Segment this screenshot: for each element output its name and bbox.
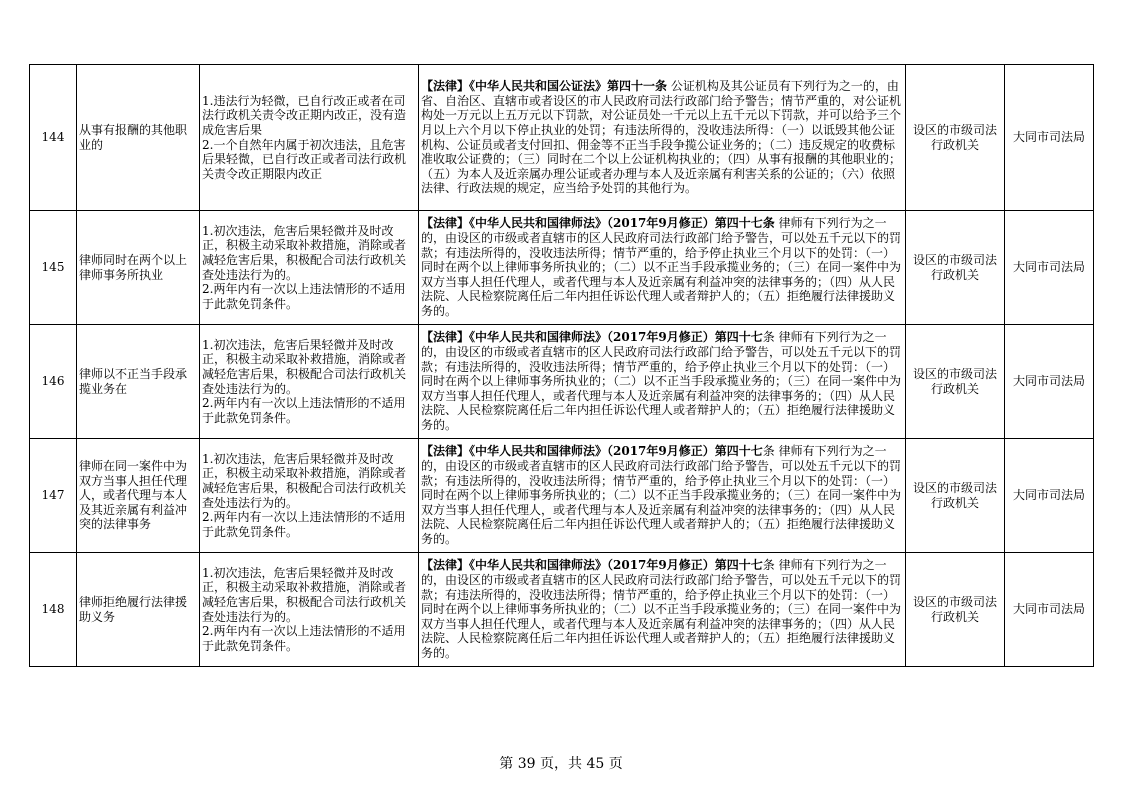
table-row xyxy=(30,439,1094,553)
legal-basis-heading: 【法律】《中华人民共和国律师法》（2017年9月修正）第四十七 xyxy=(421,444,763,459)
legal-basis-body: 律师有下列行为之一的，由设区的市级或者直辖市的区人民政府司法行政部门给予警告，可以处五千元以下的罚款；有违法所得的，没收违法所得；情节严重的，给予停止执业三个月以下的处罚：（一）同时在两个以上律师事务所执业的；（二）以不正当手段承揽业务的；（三）在同一案件中为双方当事人担任代理人，或者代理与本人及近亲属有利益冲突的法律事务的；（四）从人民法院、人民检察院离任后二年内担任诉讼代理人或者辩护人的；（五）拒绝履行法律援助义务的。 xyxy=(421,216,902,318)
exemption-conditions xyxy=(200,439,419,553)
conditions-text: 1.初次违法，危害后果轻微并及时改正，积极主动采取补救措施，消除或者减轻危害后果，积极配合司法行政机关查处违法行为的。 2.两年内有一次以上违法情形的不适用于此款免罚条件。 xyxy=(202,451,407,539)
violation-item: 律师以不正当手段承揽业务在 xyxy=(77,325,200,439)
table-row xyxy=(30,211,1094,325)
conditions-text: 1.初次违法，危害后果轻微并及时改正，积极主动采取补救措施，消除或者减轻危害后果，积极配合司法行政机关查处违法行为的。 2.两年内有一次以上违法情形的不适用于此款免罚条件。 xyxy=(202,337,407,425)
violation-item: 从事有报酬的其他职业的 xyxy=(77,65,200,211)
enforcement-agency: 设区的市级司法行政机关 xyxy=(906,211,1005,325)
legal-basis-heading: 【法律】《中华人民共和国律师法》（2017年9月修正）第四十七 xyxy=(421,330,763,345)
page-number-footer: 第 39 页，共 45 页 xyxy=(499,756,623,772)
exemption-conditions xyxy=(200,65,419,211)
violation-item: 律师拒绝履行法律援助义务 xyxy=(77,553,200,667)
exemption-list-table xyxy=(29,64,1094,667)
enforcement-agency: 设区的市级司法行政机关 xyxy=(906,553,1005,667)
row-number: 148 xyxy=(30,553,77,667)
implementing-agency: 大同市司法局 xyxy=(1005,325,1094,439)
legal-basis xyxy=(419,439,906,553)
conditions-text: 1.初次违法，危害后果轻微并及时改正，积极主动采取补救措施，消除或者减轻危害后果，积极配合司法行政机关查处违法行为的。 2.两年内有一次以上违法情形的不适用于此款免罚条件。 xyxy=(202,565,407,653)
legal-basis xyxy=(419,65,906,211)
exemption-conditions xyxy=(200,553,419,667)
legal-basis-body: 条 律师有下列行为之一的，由设区的市级或者直辖市的区人民政府司法行政部门给予警告，可以处五千元以下的罚款；有违法所得的，没收违法所得；情节严重的，给予停止执业三个月以下的处罚：（一）同时在两个以上律师事务所执业的；（二）以不正当手段承揽业务的；（三）在同一案件中为双方当事人担任代理人，或者代理与本人及近亲属有利益冲突的法律事务的；（四）从人民法院、人民检察院离任后二年内担任诉讼代理人或者辩护人的；（五）拒绝履行法律援助义务的。 xyxy=(421,444,902,546)
conditions-text: 1.初次违法，危害后果轻微并及时改正，积极主动采取补救措施，消除或者减轻危害后果，积极配合司法行政机关查处违法行为的。 2.两年内有一次以上违法情形的不适用于此款免罚条件。 xyxy=(202,223,407,311)
row-number: 144 xyxy=(30,65,77,211)
exemption-conditions xyxy=(200,211,419,325)
implementing-agency: 大同市司法局 xyxy=(1005,65,1094,211)
legal-basis-body: 条 律师有下列行为之一的，由设区的市级或者直辖市的区人民政府司法行政部门给予警告，可以处五千元以下的罚款；有违法所得的，没收违法所得；情节严重的，给予停止执业三个月以下的处罚：（一）同时在两个以上律师事务所执业的；（二）以不正当手段承揽业务的；（三）在同一案件中为双方当事人担任代理人，或者代理与本人及近亲属有利益冲突的法律事务的；（四）从人民法院、人民检察院离任后二年内担任诉讼代理人或者辩护人的；（五）拒绝履行法律援助义务的。 xyxy=(421,558,902,660)
legal-basis xyxy=(419,553,906,667)
legal-basis xyxy=(419,211,906,325)
violation-item: 律师在同一案件中为双方当事人担任代理人，或者代理与本人及其近亲属有利益冲突的法律事务 xyxy=(77,439,200,553)
table-row xyxy=(30,553,1094,667)
legal-basis-heading: 【法律】《中华人民共和国律师法》（2017年9月修正）第四十七条 xyxy=(421,216,775,231)
table-row xyxy=(30,65,1094,211)
legal-basis-body: 条 律师有下列行为之一的，由设区的市级或者直辖市的区人民政府司法行政部门给予警告，可以处五千元以下的罚款；有违法所得的，没收违法所得；情节严重的，给予停止执业三个月以下的处罚：（一）同时在两个以上律师事务所执业的；（二）以不正当手段承揽业务的；（三）在同一案件中为双方当事人担任代理人，或者代理与本人及近亲属有利益冲突的法律事务的；（四）从人民法院、人民检察院离任后二年内担任诉讼代理人或者辩护人的；（五）拒绝履行法律援助义务的。 xyxy=(421,330,902,432)
row-number: 147 xyxy=(30,439,77,553)
conditions-text: 1.违法行为轻微，已自行改正或者在司法行政机关责令改正期内改正，没有造成危害后果 2.一个自然年内属于初次违法，且危害后果轻微，已自行改正或者司法行政机关责令改正期限内改正 xyxy=(202,93,407,181)
implementing-agency: 大同市司法局 xyxy=(1005,553,1094,667)
exemption-conditions xyxy=(200,325,419,439)
enforcement-agency: 设区的市级司法行政机关 xyxy=(906,439,1005,553)
legal-basis-body: 公证机构及其公证员有下列行为之一的，由省、自治区、直辖市或者设区的市人民政府司法行政部门给予警告；情节严重的，对公证机构处一万元以上五万元以下罚款，对公证员处一千元以上五千元以下罚款，并可以给予三个月以上六个月以下停止执业的处罚；有违法所得的，没收违法所得：（一）以诋毁其他公证机构、公证员或者支付回扣、佣金等不正当手段争揽公证业务的；（二）违反规定的收费标准收取公证费的；（三）同时在二个以上公证机构执业的；（四）从事有报酬的其他职业的；（五）为本人及近亲属办理公证或者办理与本人及近亲属有利害关系的公证的；（六）依照法律、行政法规的规定，应当给予处罚的其他行为。 xyxy=(421,79,902,196)
legal-basis-heading: 【法律】《中华人民共和国公证法》第四十一条 xyxy=(421,79,668,94)
row-number: 146 xyxy=(30,325,77,439)
implementing-agency: 大同市司法局 xyxy=(1005,211,1094,325)
legal-basis-heading: 【法律】《中华人民共和国律师法》（2017年9月修正）第四十七 xyxy=(421,558,763,573)
violation-item: 律师同时在两个以上律师事务所执业 xyxy=(77,211,200,325)
implementing-agency: 大同市司法局 xyxy=(1005,439,1094,553)
enforcement-agency: 设区的市级司法行政机关 xyxy=(906,325,1005,439)
table-row xyxy=(30,325,1094,439)
enforcement-agency: 设区的市级司法行政机关 xyxy=(906,65,1005,211)
row-number: 145 xyxy=(30,211,77,325)
legal-basis xyxy=(419,325,906,439)
